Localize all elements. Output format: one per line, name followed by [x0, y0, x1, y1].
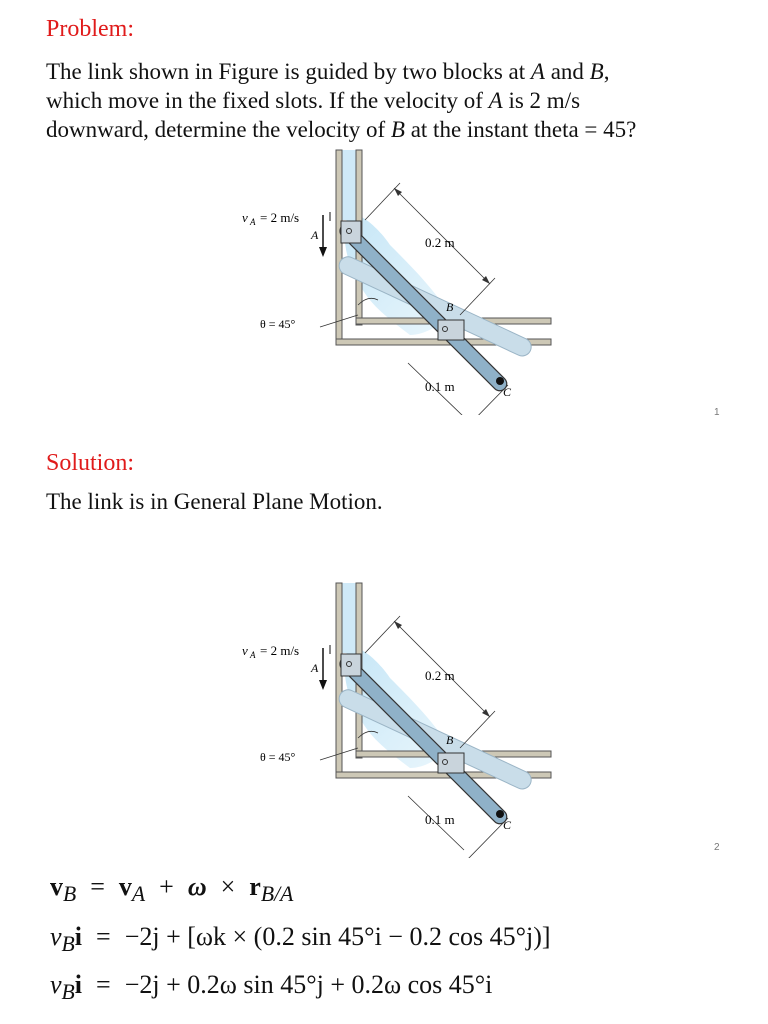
va-symbol: v: [242, 210, 248, 225]
point-c-dot: [496, 377, 504, 385]
label-b: B: [446, 300, 454, 314]
motion-blur-vertical: [342, 150, 356, 220]
equation-expanded: $v_Bi = -2j + 0.2\omega$ sin 45°j + 0.2ω cos 45°i: [50, 970, 493, 1005]
dim-long-label: 0.2 m: [425, 235, 455, 250]
main-link: [337, 221, 510, 394]
vertical-slot-outer-wall: [336, 583, 342, 778]
theta-label: θ = 45°: [260, 317, 296, 331]
va-subscript: A: [250, 217, 256, 227]
label-a: A: [311, 228, 319, 242]
solution-heading: Solution:: [46, 450, 135, 476]
page-number-2: 2: [714, 842, 720, 853]
equation-substituted: $v_Bi = -2j + [\omega k \times (0.2$ sin 45°i − 0.2 cos 45°j)]: [50, 922, 551, 957]
problem-heading: Problem:: [46, 16, 134, 42]
velocity-arrow-head: [319, 680, 327, 690]
label-b: B: [446, 733, 454, 747]
va-label: = 2 m/s: [260, 210, 300, 225]
main-link: [337, 654, 510, 827]
point-c-dot: [496, 810, 504, 818]
vertical-slot-outer-wall: [336, 150, 342, 345]
problem-statement: The link shown in Figure is guided by two blocks at A and B, which move in the fixed slots. If the velocity of A is 2 m/s downward, determine the velocity of B at the instant theta = 45?: [46, 59, 637, 142]
va-label: = 2 m/s: [260, 643, 300, 658]
dim-long-label: 0.2 m: [425, 668, 455, 683]
page-number-1: 1: [714, 407, 720, 418]
dim-short-label: 0.1 m: [425, 812, 455, 827]
va-symbol: v: [242, 643, 248, 658]
dim-short-label: 0.1 m: [425, 379, 455, 394]
label-c: C: [503, 385, 512, 399]
block-b: [438, 320, 464, 340]
link-figure-1: [220, 145, 560, 415]
solution-statement: The link is in General Plane Motion.: [46, 489, 383, 514]
velocity-arrow-head: [319, 247, 327, 257]
block-b: [438, 753, 464, 773]
dim-ext-c: [466, 818, 508, 858]
va-subscript: A: [250, 650, 256, 660]
motion-blur-vertical: [342, 583, 356, 653]
label-a: A: [311, 661, 319, 675]
link-figure-2: [220, 578, 560, 858]
label-c: C: [503, 818, 512, 832]
equation-velocity-relation: $v_B = v_A + \omega \times r_{B/A}$: [50, 872, 294, 907]
theta-label: θ = 45°: [260, 750, 296, 764]
